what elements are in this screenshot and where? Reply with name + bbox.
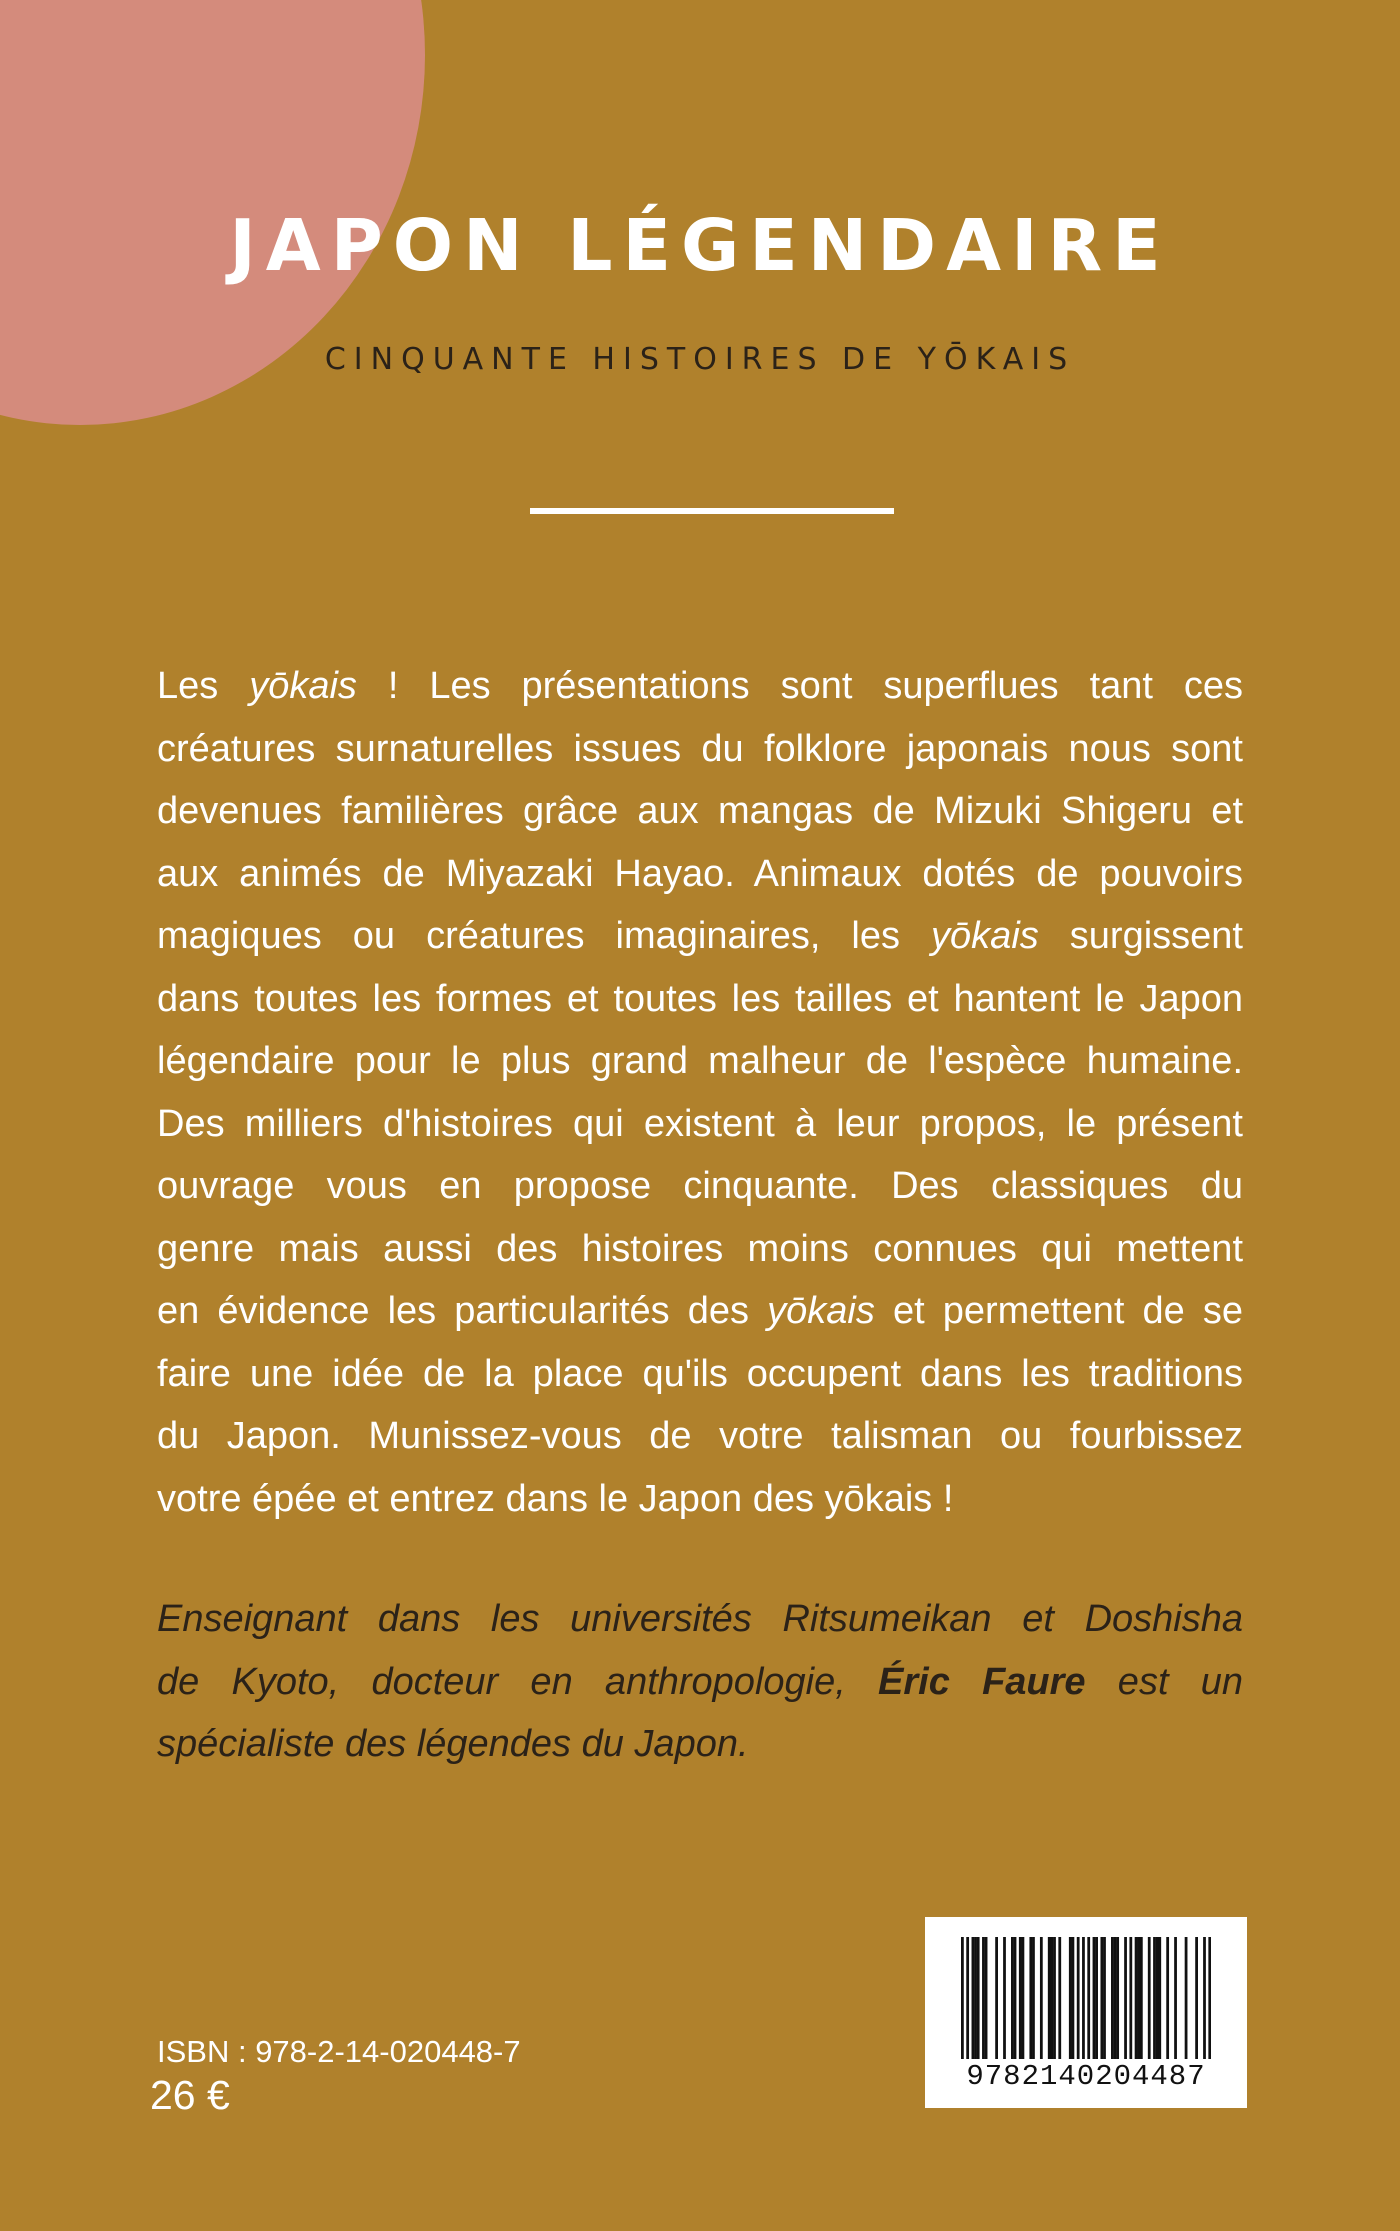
barcode-bar <box>1114 1937 1117 2059</box>
barcode-bar <box>1158 1937 1161 2059</box>
barcode-bar <box>974 1937 977 2059</box>
barcode-bar <box>1087 1937 1090 2059</box>
barcode-bar <box>1203 1937 1206 2059</box>
barcode-bar <box>1124 1937 1127 2059</box>
summary-line: devenues familières grâce aux mangas de Mizuki Shigeru et <box>157 790 1243 832</box>
summary-line: magiques ou créatures imaginaires, les yōkais surgissent <box>157 915 1243 957</box>
barcode-bar <box>966 1937 969 2059</box>
barcode-bar <box>1166 1937 1169 2059</box>
barcode-bar <box>1185 1937 1188 2059</box>
summary-line: faire une idée de la place qu'ils occupent dans les traditions <box>157 1352 1243 1395</box>
bio-line: Enseignant dans les universités Ritsumeikan et Doshisha <box>157 1598 1243 1640</box>
barcode-bar <box>1174 1937 1177 2059</box>
barcode-bar <box>1116 1937 1119 2059</box>
barcode-bar <box>972 1937 975 2059</box>
book-subtitle: CINQUANTE HISTOIRES DE YŌKAIS <box>324 342 1076 377</box>
summary-line: du Japon. Munissez-vous de votre talisman ou fourbissez <box>157 1415 1243 1457</box>
summary-text <box>157 655 1243 1530</box>
barcode-bar <box>1014 1937 1017 2059</box>
barcode-bar <box>1072 1937 1075 2059</box>
barcode-bar <box>1032 1937 1035 2059</box>
barcode-bar <box>1103 1937 1106 2059</box>
barcode-bar <box>1195 1937 1198 2059</box>
barcode <box>925 1917 1247 2108</box>
summary-line: créatures surnaturelles issues du folklore japonais nous sont <box>157 727 1243 770</box>
summary-line: en évidence les particularités des yōkais et permettent de se <box>157 1290 1243 1332</box>
isbn-text: ISBN : 978-2-14-020448-7 <box>157 2034 521 2069</box>
barcode-bar <box>985 1937 988 2059</box>
barcode-bar <box>1208 1937 1211 2059</box>
book-title: JAPON LÉGENDAIRE <box>229 204 1171 287</box>
barcode-bar <box>1077 1937 1080 2059</box>
barcode-bar <box>982 1937 985 2059</box>
summary-line: ouvrage vous en propose cinquante. Des classiques du <box>157 1165 1243 1207</box>
summary-line: dans toutes les formes et toutes les tailles et hantent le Japon <box>157 977 1243 1020</box>
barcode-bar <box>1082 1937 1085 2059</box>
barcode-bar <box>1100 1937 1103 2059</box>
barcode-bar <box>1058 1937 1061 2059</box>
barcode-bar <box>1029 1937 1032 2059</box>
barcode-bar <box>1069 1937 1072 2059</box>
barcode-bar <box>1140 1937 1143 2059</box>
summary-line: genre mais aussi des histoires moins connues qui mettent <box>157 1227 1243 1270</box>
barcode-bar <box>1135 1937 1138 2059</box>
barcode-bar <box>1040 1937 1043 2059</box>
author-name: Éric Faure <box>878 1660 1086 1703</box>
barcode-bar <box>1153 1937 1156 2059</box>
barcode-icon <box>961 1937 1211 2059</box>
barcode-bar <box>1137 1937 1140 2059</box>
summary-line: aux animés de Miyazaki Hayao. Animaux dotés de pouvoirs <box>157 852 1243 895</box>
summary-line: légendaire pour le plus grand malheur de l'espèce humaine. <box>157 1040 1243 1082</box>
summary-line: Les yōkais ! Les présentations sont superflues tant ces <box>157 665 1244 707</box>
price-text: 26 € <box>150 2072 230 2118</box>
bio-line: spécialiste des légendes du Japon. <box>157 1723 749 1765</box>
barcode-bar <box>961 1937 964 2059</box>
barcode-bar <box>1019 1937 1022 2059</box>
barcode-bar <box>1093 1937 1096 2059</box>
barcode-bar <box>1048 1937 1051 2059</box>
barcode-bar <box>1095 1937 1098 2059</box>
bio-line: de Kyoto, docteur en anthropologie, Éric Faure est un <box>157 1660 1243 1703</box>
barcode-bar <box>1156 1937 1159 2059</box>
barcode-bar <box>1050 1937 1053 2059</box>
barcode-bar <box>1022 1937 1025 2059</box>
barcode-bar <box>1129 1937 1132 2059</box>
summary-line: votre épée et entrez dans le Japon des yōkais ! <box>157 1477 954 1520</box>
summary-line: Des milliers d'histoires qui existent à leur propos, le présent <box>157 1102 1243 1145</box>
barcode-bar <box>995 1937 998 2059</box>
barcode-bar <box>1003 1937 1006 2059</box>
divider-line <box>530 508 894 514</box>
author-bio <box>157 1588 1243 1776</box>
barcode-bar <box>977 1937 980 2059</box>
barcode-bar <box>1011 1937 1014 2059</box>
barcode-number: 9782140204487 <box>966 2060 1206 2093</box>
barcode-bar <box>1053 1937 1056 2059</box>
barcode-bar <box>1111 1937 1114 2059</box>
barcode-bar <box>1148 1937 1151 2059</box>
